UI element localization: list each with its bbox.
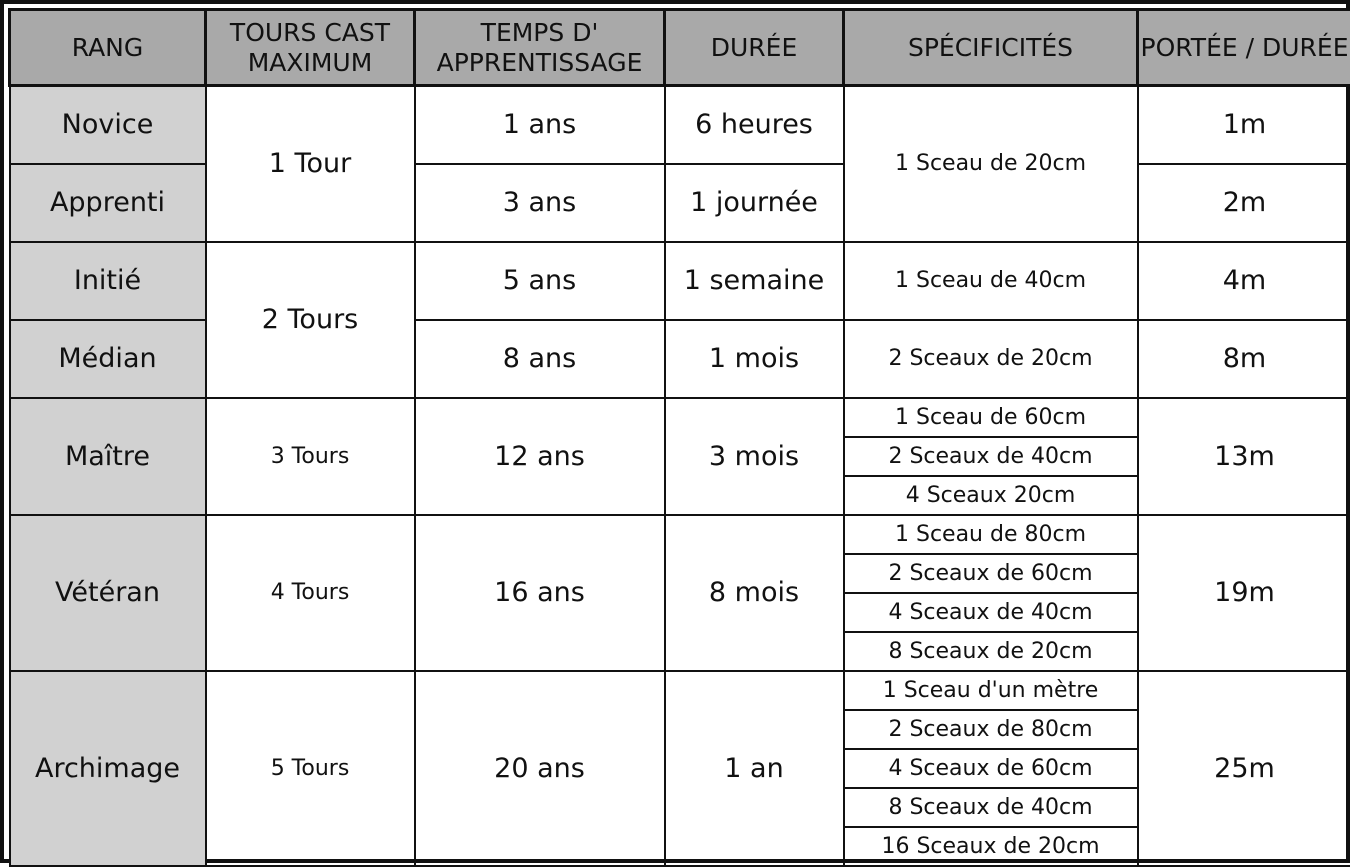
spec-cell: 8 Sceaux de 20cm <box>844 632 1138 671</box>
header-specificites: SPÉCIFICITÉS <box>844 10 1138 86</box>
table-row <box>10 671 1350 710</box>
rank-veteran: Vétéran <box>10 515 206 671</box>
spec-cell: 1 Sceau de 80cm <box>844 515 1138 554</box>
table-row <box>10 398 1350 437</box>
spec-cell: 2 Sceaux de 20cm <box>844 320 1138 398</box>
range-cell: 4m <box>1138 242 1350 320</box>
spec-cell: 1 Sceau d'un mètre <box>844 671 1138 710</box>
range-cell: 13m <box>1138 398 1350 515</box>
table-row <box>10 515 1350 554</box>
header-portee: PORTÉE / DURÉE <box>1138 10 1350 86</box>
header-rang: RANG <box>10 10 206 86</box>
duration-cell: 3 mois <box>665 398 844 515</box>
rank-table <box>8 8 1350 867</box>
header-duree: DURÉE <box>665 10 844 86</box>
spec-cell: 1 Sceau de 20cm <box>844 86 1138 242</box>
range-cell: 2m <box>1138 164 1350 242</box>
learn-cell: 20 ans <box>415 671 665 866</box>
learn-cell: 5 ans <box>415 242 665 320</box>
spec-cell: 4 Sceaux de 40cm <box>844 593 1138 632</box>
rank-archimage: Archimage <box>10 671 206 866</box>
spec-cell: 8 Sceaux de 40cm <box>844 788 1138 827</box>
tours-cell: 1 Tour <box>206 86 415 242</box>
learn-cell: 3 ans <box>415 164 665 242</box>
duration-cell: 8 mois <box>665 515 844 671</box>
header-apprentissage: TEMPS D' APPRENTISSAGE <box>415 10 665 86</box>
learn-cell: 1 ans <box>415 86 665 164</box>
header-row <box>10 10 1350 86</box>
rank-novice: Novice <box>10 86 206 164</box>
duration-cell: 1 semaine <box>665 242 844 320</box>
learn-cell: 8 ans <box>415 320 665 398</box>
range-cell: 8m <box>1138 320 1350 398</box>
table-row <box>10 242 1350 320</box>
header-tours: TOURS CAST MAXIMUM <box>206 10 415 86</box>
range-cell: 25m <box>1138 671 1350 866</box>
spec-cell: 1 Sceau de 40cm <box>844 242 1138 320</box>
duration-cell: 1 mois <box>665 320 844 398</box>
learn-cell: 16 ans <box>415 515 665 671</box>
spec-cell: 2 Sceaux de 80cm <box>844 710 1138 749</box>
tours-cell: 2 Tours <box>206 242 415 398</box>
range-cell: 1m <box>1138 86 1350 164</box>
spec-cell: 2 Sceaux de 40cm <box>844 437 1138 476</box>
learn-cell: 12 ans <box>415 398 665 515</box>
spec-cell: 16 Sceaux de 20cm <box>844 827 1138 866</box>
range-cell: 19m <box>1138 515 1350 671</box>
spec-cell: 4 Sceaux 20cm <box>844 476 1138 515</box>
rank-apprenti: Apprenti <box>10 164 206 242</box>
duration-cell: 1 journée <box>665 164 844 242</box>
spec-cell: 4 Sceaux de 60cm <box>844 749 1138 788</box>
tours-cell: 4 Tours <box>206 515 415 671</box>
tours-cell: 5 Tours <box>206 671 415 866</box>
rank-maitre: Maître <box>10 398 206 515</box>
duration-cell: 6 heures <box>665 86 844 164</box>
table-row <box>10 86 1350 164</box>
tours-cell: 3 Tours <box>206 398 415 515</box>
rank-initie: Initié <box>10 242 206 320</box>
duration-cell: 1 an <box>665 671 844 866</box>
rank-median: Médian <box>10 320 206 398</box>
spec-cell: 2 Sceaux de 60cm <box>844 554 1138 593</box>
spec-cell: 1 Sceau de 60cm <box>844 398 1138 437</box>
